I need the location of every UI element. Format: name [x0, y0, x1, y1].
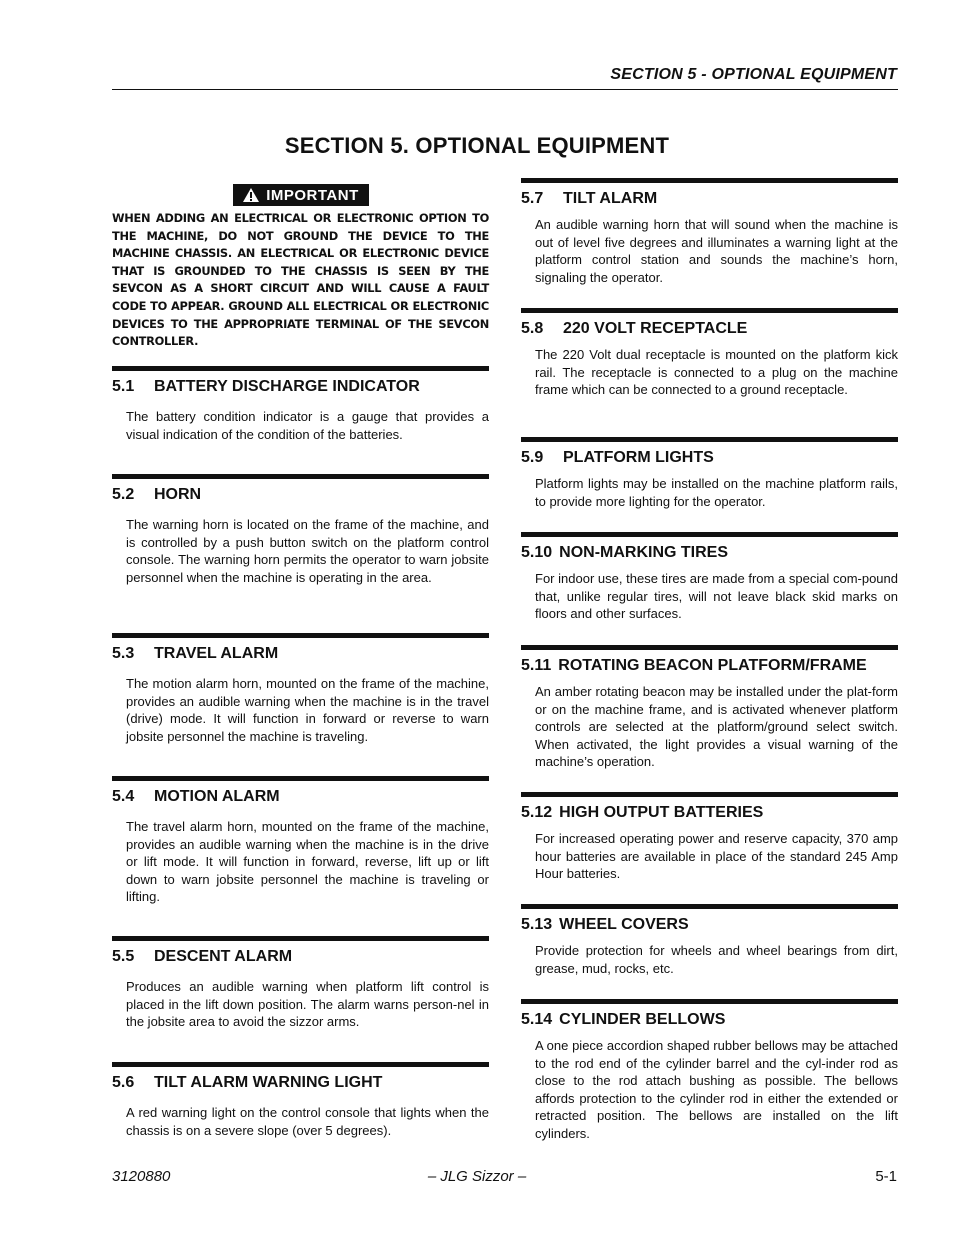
section-body: The motion alarm horn, mounted on the frame of the machine, provides an audible warning when the machine is in the travel (drive) mode. It will function in forward or reverse to warn jobsite personnel the machine is traveling. [126, 676, 489, 744]
section-heading [521, 1011, 898, 1029]
section-title: NON-MARKING TIRES [559, 544, 729, 561]
section-number: 5.7 [521, 190, 544, 207]
section-rule [521, 437, 898, 442]
section-body: An amber rotating beacon may be installed under the plat-form or on the machine frame, and is activated whenever platform controls are selected at the platform/ground select switch. When activated, the light provides a visual warning of the machine’s operation. [535, 684, 898, 770]
section-body: A red warning light on the control console that lights when the chassis is on a severe slope (over 5 degrees). [126, 1105, 489, 1138]
section-5-7 [521, 178, 898, 286]
section-number: 5.3 [112, 645, 135, 662]
important-notice [112, 184, 489, 351]
section-heading [112, 788, 489, 806]
section-rule [521, 308, 898, 313]
section-body: The 220 Volt dual receptacle is mounted on the platform kick rail. The receptacle is connected to a plug on the machine frame which can be connected to a ground receptacle. [535, 347, 898, 398]
section-heading [521, 916, 898, 934]
footer-center-title: – JLG Sizzor – [427, 1168, 527, 1185]
section-5-13 [521, 904, 898, 977]
section-rule [521, 904, 898, 909]
section-number: 5.4 [112, 788, 135, 805]
section-heading [521, 320, 898, 338]
section-number: 5.11 [521, 657, 552, 674]
section-title: DESCENT ALARM [154, 948, 293, 965]
section-body: The battery condition indicator is a gauge that provides a visual indication of the condition of the batteries. [126, 409, 489, 442]
section-title: PLATFORM LIGHTS [563, 449, 714, 466]
section-heading [112, 645, 489, 663]
important-label: IMPORTANT [266, 186, 359, 204]
section-heading [521, 657, 898, 675]
section-number: 5.12 [521, 804, 553, 821]
section-5-12 [521, 792, 898, 883]
section-title: TILT ALARM [563, 190, 658, 207]
section-title: MOTION ALARM [154, 788, 280, 805]
header-rule [112, 89, 898, 90]
section-heading [521, 804, 898, 822]
footer-page-number: 5-1 [875, 1168, 897, 1185]
section-body: An audible warning horn that will sound when the machine is out of level five degrees and illuminates a warning light at the platform control station and sounds the machine’s horn, signaling the operator. [535, 217, 898, 285]
section-heading [112, 948, 489, 966]
section-rule [112, 1062, 489, 1067]
section-rule [112, 633, 489, 638]
section-number: 5.8 [521, 320, 544, 337]
section-title: BATTERY DISCHARGE INDICATOR [154, 378, 420, 395]
section-number: 5.10 [521, 544, 553, 561]
section-title: CYLINDER BELLOWS [559, 1011, 726, 1028]
section-number: 5.6 [112, 1074, 135, 1091]
section-heading [521, 190, 898, 208]
section-rule [521, 792, 898, 797]
section-rule [112, 366, 489, 371]
section-heading [112, 1074, 489, 1092]
section-number: 5.14 [521, 1011, 553, 1028]
section-number: 5.1 [112, 378, 135, 395]
section-title: TILT ALARM WARNING LIGHT [154, 1074, 383, 1091]
footer-doc-number: 3120880 [112, 1168, 171, 1185]
section-body: A one piece accordion shaped rubber bellows may be attached to the rod end of the cylinder barrel and the cyl-inder rod as close to the rod attach bushing as possible. The bellows affords protection to the cylinder rod in either the extended or retracted position. The bellows are installed on the lift cylinders. [535, 1038, 898, 1141]
section-5-11 [521, 645, 898, 771]
section-title: HORN [154, 486, 202, 503]
section-number: 5.13 [521, 916, 553, 933]
section-number: 5.5 [112, 948, 135, 965]
section-rule [112, 936, 489, 941]
section-heading [521, 544, 898, 562]
section-rule [521, 178, 898, 183]
section-number: 5.2 [112, 486, 135, 503]
section-title: WHEEL COVERS [559, 916, 689, 933]
section-5-14 [521, 999, 898, 1143]
section-rule [521, 645, 898, 650]
section-title: ROTATING BEACON PLATFORM/FRAME [558, 657, 867, 674]
section-body: Produces an audible warning when platform lift control is placed in the lift down position. The alarm warns person-nel in the jobsite area to avoid the sizzor arms. [126, 979, 489, 1030]
warning-triangle-icon [242, 187, 260, 203]
section-5-8 [521, 308, 898, 399]
section-rule [112, 776, 489, 781]
section-body: The warning horn is located on the frame of the machine, and is controlled by a push button switch on the platform control console. The warning horn permits the operator to warn jobsite personnel when the machine is operating in the area. [126, 517, 489, 585]
section-rule [521, 999, 898, 1004]
section-title: TRAVEL ALARM [154, 645, 279, 662]
section-5-4 [112, 776, 489, 906]
section-5-6 [112, 1062, 489, 1139]
section-body: Platform lights may be installed on the machine platform rails, to provide more lighting for the operator. [535, 476, 898, 509]
section-number: 5.9 [521, 449, 544, 466]
section-5-5 [112, 936, 489, 1031]
section-5-3 [112, 633, 489, 745]
section-5-10 [521, 532, 898, 623]
section-heading [112, 378, 489, 396]
section-5-1 [112, 366, 489, 443]
section-body: For indoor use, these tires are made from a special com-pound that, unlike regular tires, will not leave black skid marks on floors and other surfaces. [535, 571, 898, 622]
section-body: Provide protection for wheels and wheel bearings from dirt, grease, mud, rocks, etc. [535, 943, 898, 976]
section-body: For increased operating power and reserve capacity, 370 amp hour batteries are available in place of the standard 245 Amp Hour batteries. [535, 831, 898, 882]
running-head: SECTION 5 - OPTIONAL EQUIPMENT [610, 66, 897, 83]
section-5-9 [521, 437, 898, 510]
page-title: SECTION 5. OPTIONAL EQUIPMENT [284, 133, 670, 158]
important-text: WHEN ADDING AN ELECTRICAL OR ELECTRONIC OPTION TO THE MACHINE, DO NOT GROUND THE DEVICE TO THE MACHINE CHASSIS. AN ELECTRICAL OR ELECTRONIC DEVICE THAT IS GROUNDED TO THE CHASSIS IS SEEN BY THE SEVCON AS A SHORT CIRCUIT AND WILL CAUSE A FAULT CODE TO APPEAR. GROUND ALL ELECTRICAL OR ELECTRONIC DEVICES TO THE APPROPRIATE TERMINAL OF THE SEVCON CONTROLLER. [112, 211, 489, 349]
section-heading [112, 486, 489, 504]
section-body: The travel alarm horn, mounted on the frame of the machine, provides an audible warning when the machine is in the drive or lift mode. It will function in forward, reverse, lift up or lift down to warn jobsite personnel the machine is traveling or lifting. [126, 819, 489, 905]
section-5-2 [112, 474, 489, 586]
section-title: HIGH OUTPUT BATTERIES [559, 804, 764, 821]
section-heading [521, 449, 898, 467]
section-rule [521, 532, 898, 537]
important-badge [233, 184, 369, 206]
section-title: 220 VOLT RECEPTACLE [563, 320, 748, 337]
section-rule [112, 474, 489, 479]
